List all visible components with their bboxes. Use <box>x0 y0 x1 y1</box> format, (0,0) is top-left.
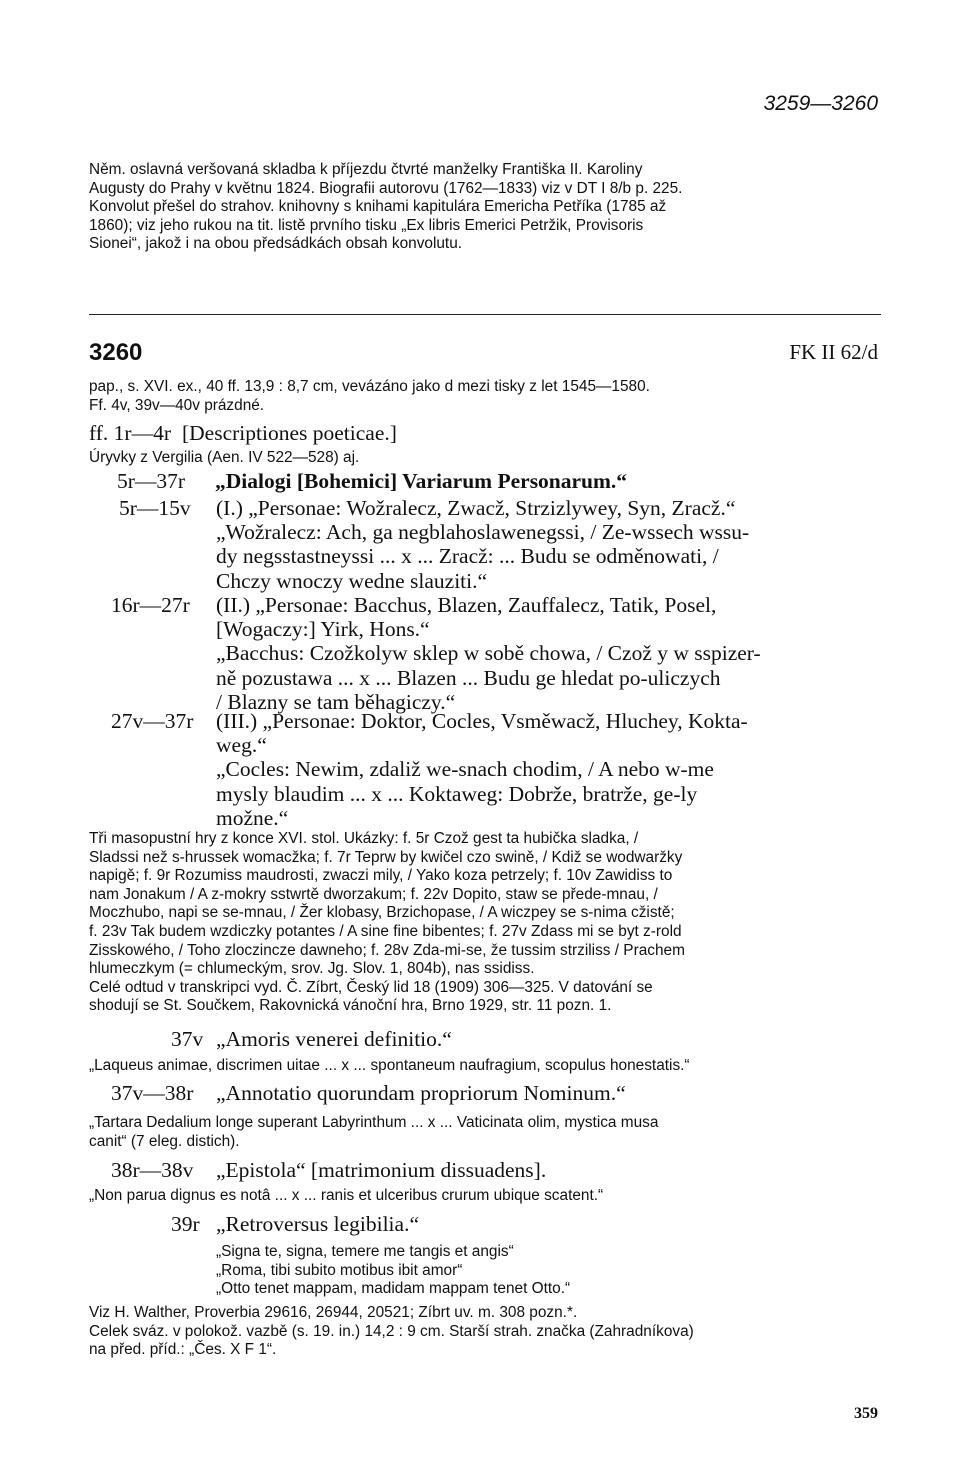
item-text <box>216 709 881 830</box>
final-line: Celek sváz. v polokož. vazbě (s. 19. in.) 14,2 : 9 cm. Starší strah. značka (Zahradníkova) <box>89 1322 694 1340</box>
commentary-line: Celé odtud v transkripci vyd. Č. Zíbrt, Český lid 18 (1909) 306—325. V datování se <box>89 978 653 996</box>
text-line: weg.“ <box>216 733 267 758</box>
folio-range: 37v—38r <box>111 1081 194 1105</box>
desc-line: pap., s. XVI. ex., 40 ff. 13,9 : 8,7 cm, vevázáno jako d mezi tisky z let 1545—1580. <box>89 378 650 395</box>
quote-line: „Tartara Dedalium longe superant Labyrinthum ... x ... Vaticinata olim, mystica musa <box>89 1114 659 1131</box>
intro-line: Augusty do Prahy v květnu 1824. Biografii autorovu (1762—1833) viz v DT I 8/b p. 225. <box>89 179 683 197</box>
retroversus-verses <box>216 1243 881 1299</box>
page-number: 359 <box>854 1405 878 1422</box>
item-quote <box>89 1114 881 1151</box>
note-line: Úryvky z Vergilia (Aen. IV 522—528) aj. <box>89 449 360 466</box>
intro-line: Něm. oslavná veršovaná skladba k příjezdu čtvrté manželky Františka II. Karoliny <box>89 161 643 178</box>
section-divider <box>89 314 881 315</box>
text-line: [Wogaczy:] Yirk, Hons.“ <box>216 617 430 642</box>
final-line: na před. příd.: „Čes. X F 1“. <box>89 1341 277 1359</box>
item-title: „Epistola“ [matrimonium dissuadens]. <box>216 1158 547 1182</box>
item-text <box>216 593 881 714</box>
item-title: „Dialogi [Bohemici] Variarum Personarum.“ <box>215 469 628 493</box>
desc-line: Ff. 4v, 39v—40v prázdné. <box>89 396 265 414</box>
text-line: (I.) „Personae: Wožralecz, Zwacž, Strzizlywey, Syn, Zracž.“ <box>216 496 736 520</box>
intro-line: Konvolut přešel do strahov. knihovny s knihami kapitulára Emericha Petříka (1785 až <box>89 198 667 216</box>
item-title: „Retroversus legibilia.“ <box>216 1212 419 1236</box>
item-note <box>89 449 881 468</box>
quote-line: canit“ (7 eleg. distich). <box>89 1132 240 1150</box>
shelfmark: FK II 62/d <box>789 340 878 364</box>
text-line: možne.“ <box>216 805 289 830</box>
folio-range: ff. 1r—4r <box>89 421 172 445</box>
text-line: (III.) „Personae: Doktor, Cocles, Vsměwacž, Hluchey, Kokta- <box>216 709 748 733</box>
folio-range: 27v—37r <box>111 709 194 733</box>
entry-number: 3260 <box>89 339 143 366</box>
intro-paragraph <box>89 161 881 254</box>
intro-line: Sionei“, jakož i na obou předsádkách obsah konvolutu. <box>89 235 463 253</box>
quote-line: „Non parua dignus es notâ ... x ... ranis et ulceribus crurum ubique scatent.“ <box>89 1187 604 1204</box>
commentary-line: Moczhubo, napi se se-mnau, / Žer klobasy, Brzichopase, / A wiczpey se s-nima cžistě; <box>89 904 675 922</box>
text-line: (II.) „Personae: Bacchus, Blazen, Zauffalecz, Tatik, Posel, <box>216 593 717 617</box>
folio-range: 5r—37r <box>117 469 186 493</box>
intro-line: 1860); viz jeho rukou na tit. listě prvního tisku „Ex libris Emerici Petržik, Provisoris <box>89 216 644 234</box>
folio-range: 39r <box>171 1212 200 1236</box>
text-line: „Cocles: Newim, zdaliž we-snach chodim, / A nebo w-me <box>216 757 714 782</box>
folio-range: 5r—15v <box>119 496 191 520</box>
verse-line: „Roma, tibi subito motibus ibit amor“ <box>216 1261 463 1279</box>
text-line: mysly blaudim ... x ... Koktaweg: Dobrže, bratrže, ge-ly <box>216 781 698 806</box>
folio-range: 37v <box>171 1027 204 1051</box>
text-line: ně pozustawa ... x ... Blazen ... Budu ge hledat po-uliczych <box>216 665 721 690</box>
text-line: dy negsstastneyssi ... x ... Zracž: ... Budu se odměnowati, / <box>216 544 719 569</box>
item-title: „Amoris venerei definitio.“ <box>216 1027 452 1051</box>
commentary-line: hlumeczkym (= chlumeckým, srov. Jg. Slov. 1, 804b), nas ssidiss. <box>89 960 535 978</box>
commentary-paragraph <box>89 830 881 1016</box>
text-line: / Blazny se tam běhagiczy.“ <box>216 689 456 714</box>
verse-line: „Otto tenet mappam, madidam mappam tenet Otto.“ <box>216 1280 571 1298</box>
verse-line: „Signa te, signa, temere me tangis et angis“ <box>216 1243 514 1260</box>
commentary-line: Tři masopustní hry z konce XVI. stol. Ukázky: f. 5r Czož gest ta hubička sladka, / <box>89 830 639 847</box>
folio-range: 16r—27r <box>111 593 190 617</box>
commentary-line: shodují se St. Součkem, Rakovnická vánoční hra, Brno 1929, str. 11 pozn. 1. <box>89 997 612 1015</box>
text-line: „Bacchus: Czožkolyw sklep w sobě chowa, / Czož y w sspizer- <box>216 641 761 666</box>
final-note <box>89 1304 881 1360</box>
item-title: [Descriptiones poeticae.] <box>182 421 397 445</box>
item-text <box>216 496 881 593</box>
commentary-line: nam Jonakum / A z-mokry sstwrtě dworzakum; f. 22v Dopito, staw se přede-mnau, / <box>89 885 658 903</box>
physical-description <box>89 378 881 415</box>
final-line: Viz H. Walther, Proverbia 29616, 26944, 20521; Zíbrt uv. m. 308 pozn.*. <box>89 1304 578 1321</box>
running-head: 3259—3260 <box>763 92 878 115</box>
commentary-line: napigě; f. 9r Rozumiss maudrosti, zwaczi mily, / Yako koza petrzely; f. 10v Zawidiss to <box>89 867 673 885</box>
folio-range: 38r—38v <box>111 1158 194 1182</box>
commentary-line: f. 23v Tak budem wzdiczky potantes / A sine fine bibentes; f. 27v Zdass mi se byt z-rold <box>89 922 682 940</box>
text-line: „Wožralecz: Ach, ga negblahoslawenegssi, / Ze-wssech wssu- <box>216 520 750 545</box>
commentary-line: Zisskowého, / Toho zloczincze dawneho; f. 28v Zda-mi-se, že tussim strziliss / Prachem <box>89 941 685 959</box>
item-title: „Annotatio quorundam propriorum Nominum.“ <box>216 1081 626 1105</box>
quote-line: „Laqueus animae, discrimen uitae ... x ... spontaneum naufragium, scopulus honestatis.“ <box>89 1057 690 1074</box>
item-quote <box>89 1057 881 1076</box>
text-line: Chczy wnoczy wedne slauziti.“ <box>216 568 488 593</box>
item-quote <box>89 1187 881 1206</box>
commentary-line: Sladssi než s-hrussek womacžka; f. 7r Teprw by kwičel czo swině, / Kdiž se wodwaržky <box>89 848 683 866</box>
